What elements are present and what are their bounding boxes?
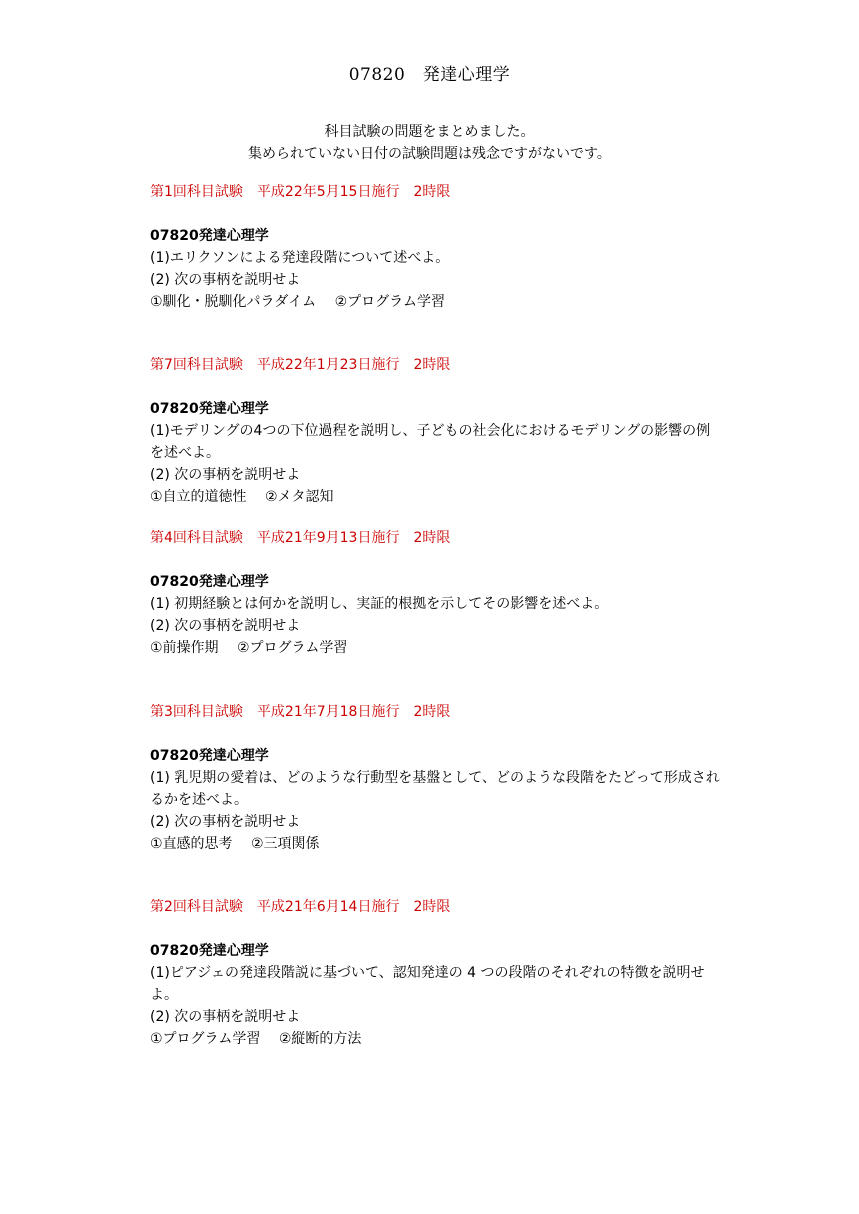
exam-section <box>150 701 720 855</box>
question-2: (2) 次の事柄を説明せよ <box>150 618 301 634</box>
question-2-terms: ①プログラム学習 ②縦断的方法 <box>150 1031 362 1047</box>
exam-heading: 第3回科目試験 平成21年7月18日施行 2時限 <box>150 704 451 720</box>
question-1: (1) 乳児期の愛着は、どのような行動型を基盤として、どのような段階をたどって形成されるかを述べよ。 <box>150 770 720 808</box>
question-2-terms: ①前操作期 ②プログラム学習 <box>150 640 348 656</box>
question-2-terms: ①直感的思考 ②三項関係 <box>150 836 320 852</box>
question-2: (2) 次の事柄を説明せよ <box>150 1009 301 1025</box>
exam-section <box>150 181 720 313</box>
course-title: 07820発達心理学 <box>150 574 269 590</box>
question-2-terms: ①自立的道徳性 ②メタ認知 <box>150 489 334 505</box>
question-2: (2) 次の事柄を説明せよ <box>150 814 301 830</box>
question-1: (1) 初期経験とは何かを説明し、実証的根拠を示してその影響を述べよ。 <box>150 596 609 612</box>
question-1: (1)エリクソンによる発達段階について述べよ。 <box>150 250 450 266</box>
course-title: 07820発達心理学 <box>150 748 269 764</box>
question-2: (2) 次の事柄を説明せよ <box>150 467 301 483</box>
intro-line: 集められていない日付の試験問題は残念ですがないです。 <box>248 146 611 162</box>
course-title: 07820発達心理学 <box>150 401 269 417</box>
question-2: (2) 次の事柄を説明せよ <box>150 272 301 288</box>
exam-heading: 第2回科目試験 平成21年6月14日施行 2時限 <box>150 899 451 915</box>
intro-text <box>0 121 859 165</box>
question-1: (1)ピアジェの発達段階説に基づいて、認知発達の 4 つの段階のそれぞれの特徴を説明せよ。 <box>150 965 705 1003</box>
exam-section <box>150 354 720 508</box>
exam-heading: 第1回科目試験 平成22年5月15日施行 2時限 <box>150 184 451 200</box>
question-2-terms: ①馴化・脱馴化パラダイム ②プログラム学習 <box>150 294 445 310</box>
question-1: (1)モデリングの4つの下位過程を説明し、子どもの社会化におけるモデリングの影響の例を述べよ。 <box>150 423 711 461</box>
exam-section <box>150 527 720 659</box>
exam-section <box>150 896 720 1050</box>
course-title: 07820発達心理学 <box>150 228 269 244</box>
exam-heading: 第7回科目試験 平成22年1月23日施行 2時限 <box>150 357 451 373</box>
document-title: 07820 発達心理学 <box>348 65 511 85</box>
exam-heading: 第4回科目試験 平成21年9月13日施行 2時限 <box>150 530 451 546</box>
course-title: 07820発達心理学 <box>150 943 269 959</box>
intro-line: 科目試験の問題をまとめました。 <box>324 124 535 140</box>
